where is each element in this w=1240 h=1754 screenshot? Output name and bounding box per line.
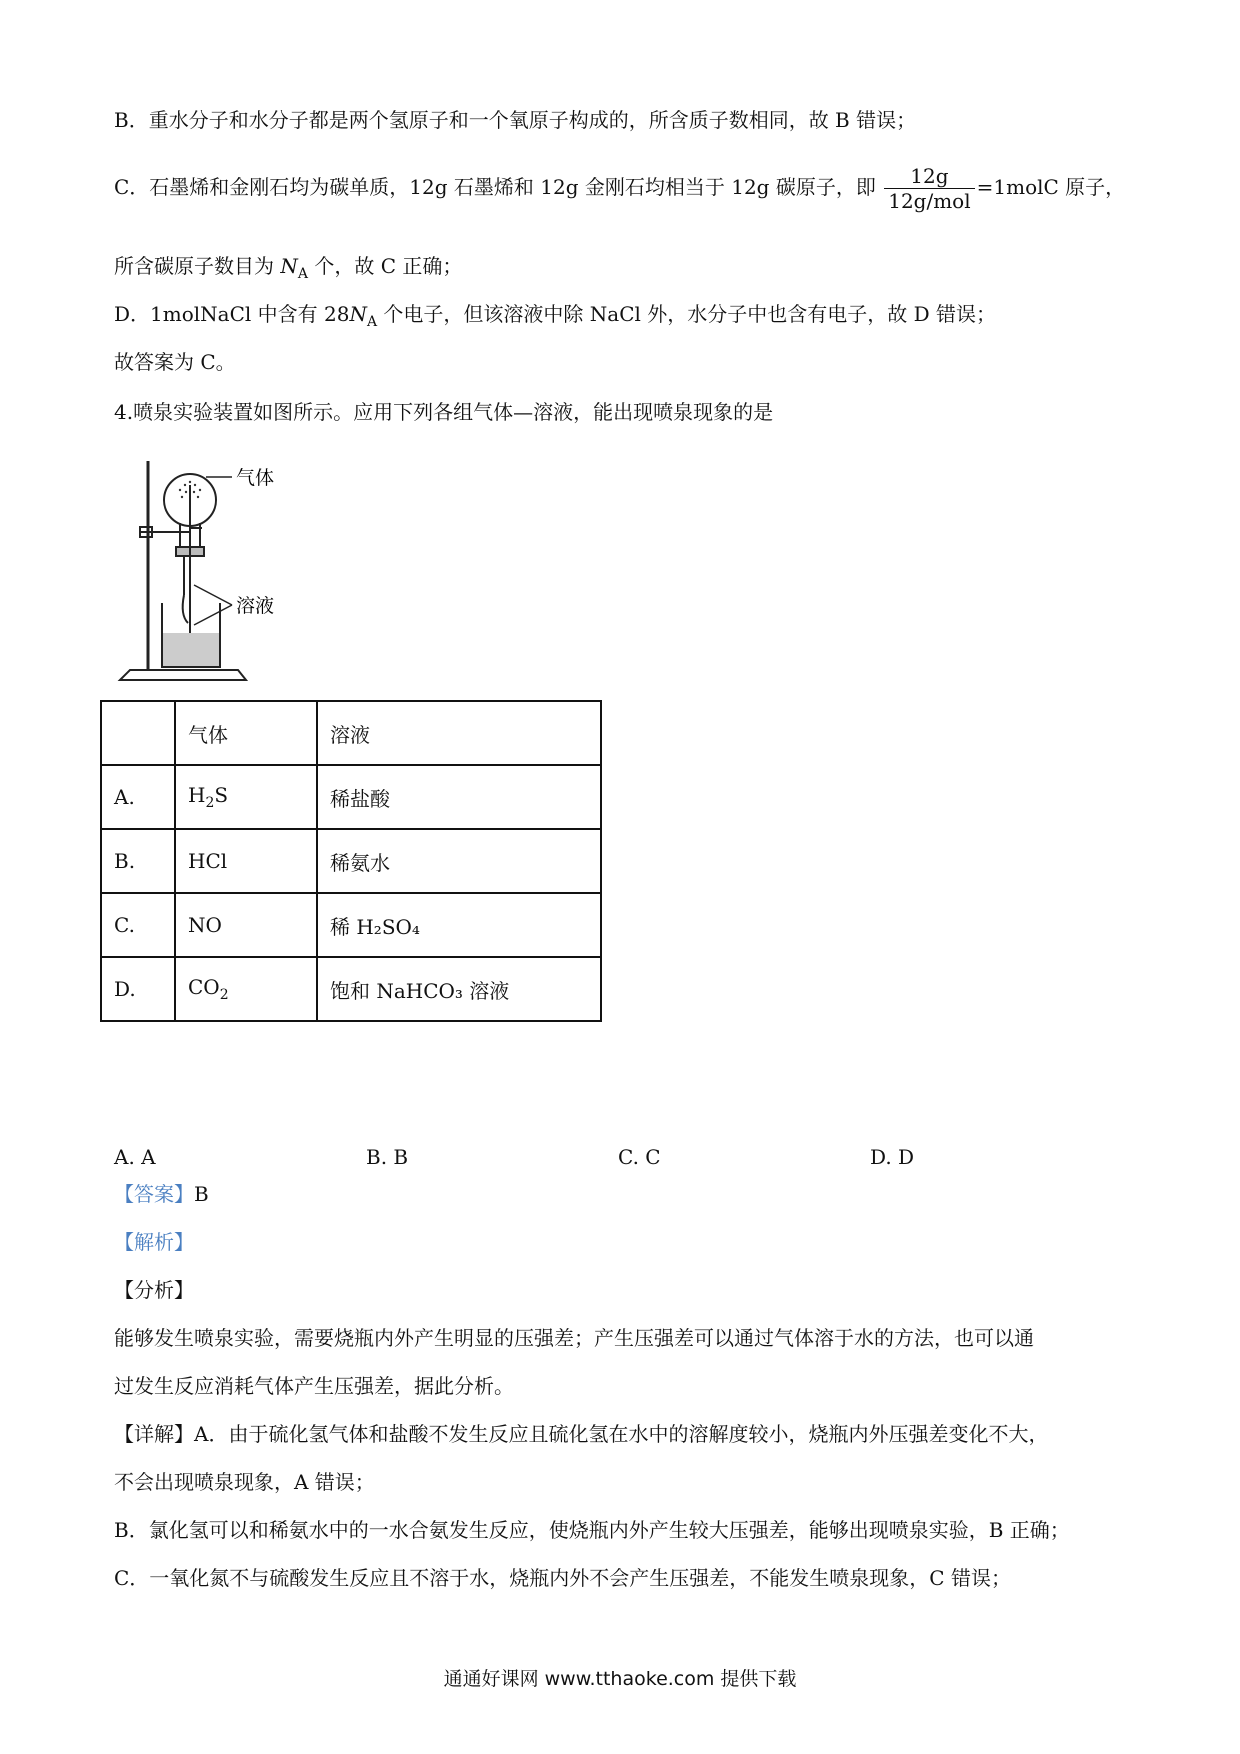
table-row	[101, 765, 601, 829]
solution-cell: 稀盐酸	[317, 765, 601, 829]
fraction	[884, 164, 974, 213]
analysis-tag: 【解析】	[114, 1230, 194, 1254]
table-header-cell: 溶液	[317, 701, 601, 765]
analysis-heading: 【分析】	[114, 1278, 194, 1302]
na-subscript: A	[297, 266, 308, 282]
gas-cell: NO	[175, 893, 317, 957]
table-row	[101, 829, 601, 893]
gas-cell	[175, 765, 317, 829]
option-label: B.	[101, 829, 175, 893]
answer-line	[114, 1180, 209, 1208]
option-label: A.	[101, 765, 175, 829]
detail-line-2: 不会出现喷泉现象，A 错误；	[114, 1470, 375, 1494]
detail-line-4: C．一氧化氮不与硫酸发生反应且不溶于水，烧瓶内外不会产生压强差，不能发生喷泉现象，C 错误；	[114, 1566, 1011, 1590]
fraction-denominator: 12g/mol	[888, 189, 971, 213]
question-4: 4.喷泉实验装置如图所示。应用下列各组气体—溶液，能出现喷泉现象的是	[114, 400, 774, 424]
table-header-cell	[101, 701, 175, 765]
answer-tag: 【答案】	[114, 1182, 194, 1206]
options-table	[100, 700, 602, 1022]
analysis-paragraph-2: 过发生反应消耗气体产生压强差，据此分析。	[114, 1374, 514, 1398]
choice-b: B. B	[366, 1145, 409, 1169]
text: D．1molNaCl 中含有 28	[114, 302, 350, 326]
gas-label: 气体	[236, 467, 275, 489]
table-header-row	[101, 701, 601, 765]
text: 个，故 C 正确；	[307, 254, 463, 278]
na-symbol: N	[280, 254, 298, 278]
option-label: C.	[101, 893, 175, 957]
choice-c: C. C	[618, 1145, 661, 1169]
na-symbol: N	[349, 302, 367, 326]
na-subscript: A	[366, 314, 378, 330]
text: 个电子，但该溶液中除 NaCl 外，水分子中也含有电子，故 D 错误；	[377, 302, 997, 326]
choice-d: D. D	[870, 1145, 915, 1169]
answer-value: B	[194, 1182, 209, 1206]
option-c-explanation	[114, 164, 1125, 213]
text: 所含碳原子数目为	[114, 254, 281, 278]
solution-cell: 稀氨水	[317, 829, 601, 893]
solution-cell: 稀 H₂SO₄	[317, 893, 601, 957]
option-c-text-end: =1molC 原子，	[976, 175, 1126, 199]
option-c-explanation-2	[114, 252, 462, 288]
choice-a: A. A	[114, 1145, 156, 1169]
gas-formula: CO	[188, 975, 220, 999]
detail-line-3: B．氯化氢可以和稀氨水中的一水合氨发生反应，使烧瓶内外产生较大压强差，能够出现喷泉实验，B 正确；	[114, 1518, 1070, 1542]
option-c-text: C．石墨烯和金刚石均为碳单质，12g 石墨烯和 12g 金刚石均相当于 12g 碳原子，即	[114, 175, 876, 199]
analysis-paragraph-1: 能够发生喷泉实验，需要烧瓶内外产生明显的压强差；产生压强差可以通过气体溶于水的方法，也可以通	[114, 1326, 1034, 1350]
answer-c-line: 故答案为 C。	[114, 350, 236, 374]
detail-line-1: 【详解】A．由于硫化氢气体和盐酸不发生反应且硫化氢在水中的溶解度较小，烧瓶内外压强差变化不大，	[114, 1422, 1049, 1446]
option-d-explanation	[114, 300, 996, 336]
gas-subscript: 2	[219, 987, 229, 1003]
gas-formula-rest: S	[214, 783, 229, 807]
table-header-cell: 气体	[175, 701, 317, 765]
footer-watermark: 通通好课网 www.tthaoke.com 提供下载	[443, 1668, 797, 1690]
gas-cell	[175, 957, 317, 1021]
table-row	[101, 893, 601, 957]
gas-formula: H	[188, 783, 206, 807]
solution-label: 溶液	[236, 595, 275, 617]
gas-subscript: 2	[205, 795, 215, 811]
fountain-apparatus-diagram	[110, 455, 410, 690]
fraction-numerator: 12g	[884, 164, 974, 189]
table-row	[101, 957, 601, 1021]
gas-cell: HCl	[175, 829, 317, 893]
solution-cell: 饱和 NaHCO₃ 溶液	[317, 957, 601, 1021]
option-b-explanation: B．重水分子和水分子都是两个氢原子和一个氧原子构成的，所含质子数相同，故 B 错误；	[114, 108, 917, 132]
option-label: D.	[101, 957, 175, 1021]
